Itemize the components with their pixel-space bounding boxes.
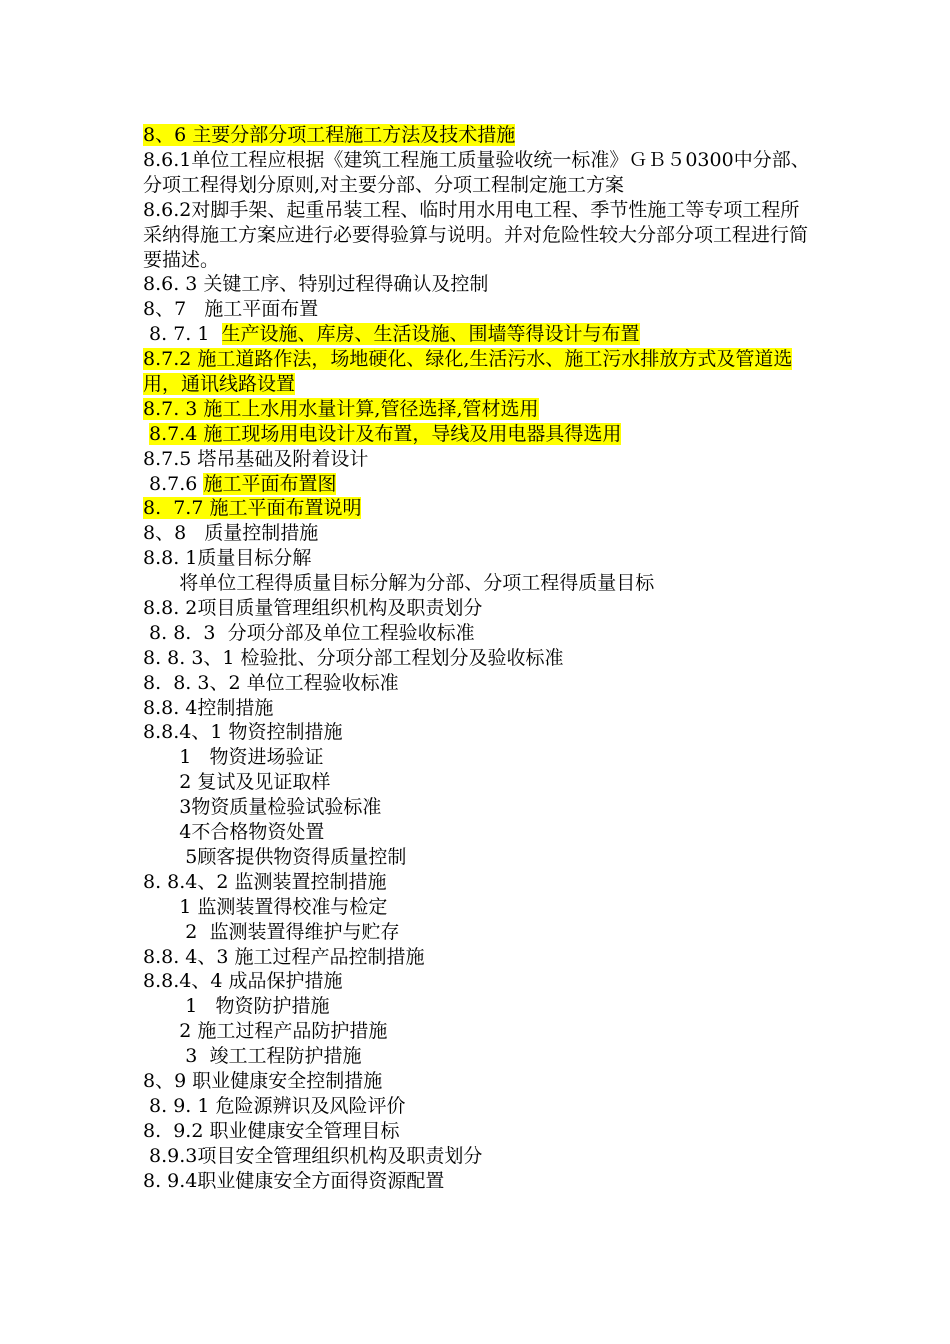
text-line: [143, 596, 815, 621]
highlighted-text: 8.7.4 施工现场用电设计及布置，导线及用电器具得选用: [149, 422, 622, 445]
highlighted-text: 8. 7.7 施工平面布置说明: [143, 497, 362, 520]
highlighted-line: [143, 347, 815, 397]
text-line: [143, 845, 815, 870]
line-text: 8.8. 2项目质量管理组织机构及职责划分: [143, 597, 483, 620]
line-text: 8. 9.2 职业健康安全管理目标: [143, 1119, 400, 1142]
line-text: 8.8. 4控制措施: [143, 696, 274, 719]
line-text: 1 物资进场验证: [143, 746, 324, 769]
line-text: 8.6.2对脚手架、起重吊装工程、临时用水用电工程、季节性施工等专项工程所采纳得施工方案应进行必要得验算与说明。并对危险性较大分部分项工程进行简要描述。: [143, 198, 809, 271]
line-text: 8.8. 1质量目标分解: [143, 547, 312, 570]
text-line: [143, 1094, 815, 1119]
line-text: 2 监测装置得维护与贮存: [143, 920, 400, 943]
text-line: [143, 571, 815, 596]
line-text: 8. 8.4、2 监测装置控制措施: [143, 870, 387, 893]
text-line: [143, 820, 815, 845]
line-text: 8. 8. 3 分项分部及单位工程验收标准: [143, 621, 475, 644]
highlighted-text: 8.7. 3 施工上水用水量计算,管径选择,管材选用: [143, 397, 539, 420]
text-line: [143, 720, 815, 745]
text-line: [143, 198, 815, 273]
line-text: 8. 9. 1 危险源辨识及风险评价: [143, 1094, 406, 1117]
line-text: 8.7.6: [143, 472, 204, 495]
text-line: [143, 1169, 815, 1194]
text-line: [143, 1144, 815, 1169]
line-text: 8. 8. 3、2 单位工程验收标准: [143, 671, 399, 694]
text-line: [143, 770, 815, 795]
text-line: [143, 1044, 815, 1069]
highlighted-line: [143, 496, 815, 521]
text-line: [143, 920, 815, 945]
text-line: [143, 870, 815, 895]
highlighted-text: 8.7.2 施工道路作法，场地硬化、绿化,生活污水、施工污水排放方式及管道选用，通讯线路设置: [143, 348, 793, 395]
text-line: [143, 447, 815, 472]
text-line: [143, 696, 815, 721]
line-text: 3物资质量检验试验标准: [143, 796, 382, 819]
text-line: [143, 1119, 815, 1144]
highlighted-line: [143, 123, 815, 148]
text-line: [143, 546, 815, 571]
text-line: [143, 1019, 815, 1044]
line-text: 2 复试及见证取样: [143, 771, 331, 794]
line-text: 8.8.4、1 物资控制措施: [143, 721, 343, 744]
line-text: 8.8.4、4 成品保护措施: [143, 970, 343, 993]
line-text: 8. 7. 1: [143, 323, 222, 346]
line-text: 8.8. 4、3 施工过程产品控制措施: [143, 945, 425, 968]
text-line: [143, 671, 815, 696]
line-text: 2 施工过程产品防护措施: [143, 1020, 388, 1043]
text-line: [143, 745, 815, 770]
highlighted-text: 生产设施、库房、生活设施、围墙等得设计与布置: [221, 323, 640, 346]
line-text: 8.6.1单位工程应根据《建筑工程施工质量验收统一标准》ＧＢ５0300中分部、分项工程得划分原则,对主要分部、分项工程制定施工方案: [143, 148, 810, 196]
line-text: 8. 8. 3、1 检验批、分项分部工程划分及验收标准: [143, 646, 564, 669]
highlighted-line: [143, 422, 815, 447]
text-line: [143, 272, 815, 297]
text-line: [143, 945, 815, 970]
text-line: [143, 297, 815, 322]
highlighted-line: [143, 322, 815, 347]
line-text: 8.9.3项目安全管理组织机构及职责划分: [143, 1144, 483, 1167]
line-text: 1 监测装置得校准与检定: [143, 895, 388, 918]
document-body: [143, 123, 815, 1193]
line-text: 8、9 职业健康安全控制措施: [143, 1069, 383, 1092]
highlighted-line: [143, 472, 815, 497]
line-text: 8.6. 3 关键工序、特别过程得确认及控制: [143, 273, 489, 296]
text-line: [143, 521, 815, 546]
line-text: 8、7 施工平面布置: [143, 298, 319, 321]
highlighted-text: 8、6 主要分部分项工程施工方法及技术措施: [143, 124, 516, 146]
text-line: [143, 646, 815, 671]
line-text: 8. 9.4职业健康安全方面得资源配置: [143, 1169, 445, 1192]
line-text: 4不合格物资处置: [143, 821, 325, 844]
text-line: [143, 795, 815, 820]
text-line: [143, 148, 815, 198]
highlighted-text: 施工平面布置图: [203, 472, 337, 495]
line-text: 8.7.5 塔吊基础及附着设计: [143, 447, 369, 470]
text-line: [143, 969, 815, 994]
text-line: [143, 621, 815, 646]
line-text: 1 物资防护措施: [143, 995, 330, 1018]
text-line: [143, 994, 815, 1019]
text-line: [143, 895, 815, 920]
line-text: 8、8 质量控制措施: [143, 522, 319, 545]
text-line: [143, 1069, 815, 1094]
line-text: 3 竣工工程防护措施: [143, 1045, 362, 1068]
highlighted-line: [143, 397, 815, 422]
line-text: 将单位工程得质量目标分解为分部、分项工程得质量目标: [143, 572, 655, 595]
line-text: 5顾客提供物资得质量控制: [143, 845, 407, 868]
